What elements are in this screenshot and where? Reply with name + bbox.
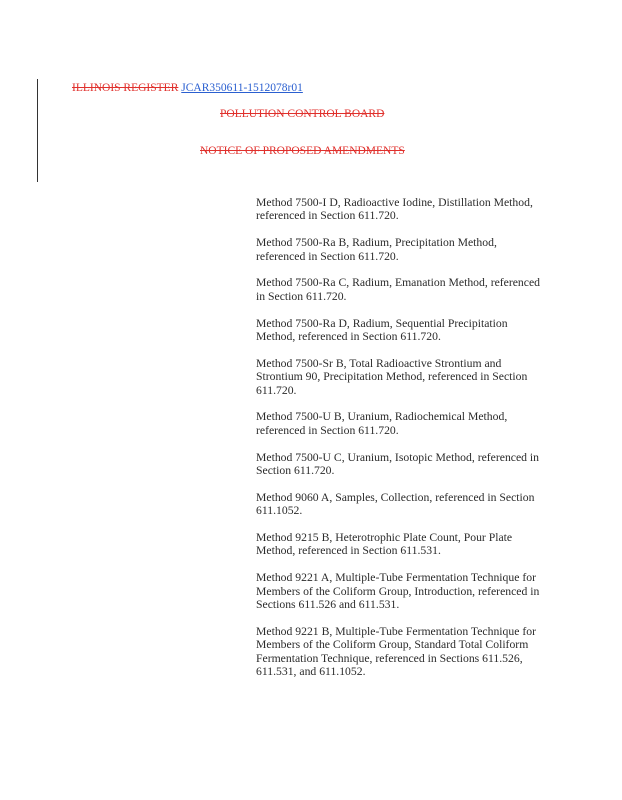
register-heading [72, 81, 303, 95]
register-title-deleted: ILLINOIS REGISTER [72, 82, 179, 94]
notice-heading: NOTICE OF PROPOSED AMENDMENTS [200, 145, 405, 157]
method-item: Method 7500-I D, Radioactive Iodine, Distillation Method, referenced in Section 611.720. [256, 196, 533, 223]
revision-change-bar [37, 79, 38, 182]
method-item: Method 9221 B, Multiple-Tube Fermentation Technique for Members of the Coliform Group, Standard Total Coliform Fermentation Technique, referenced in Sections 611.526, 611.531, and 611.1052. [256, 624, 536, 679]
register-id-inserted[interactable]: JCAR350611-1512078r01 [181, 82, 303, 94]
method-item: Method 7500-U C, Uranium, Isotopic Method, referenced in Section 611.720. [256, 450, 540, 478]
method-item: Method 9060 A, Samples, Collection, referenced in Section 611.1052. [256, 490, 535, 518]
method-item: Method 7500-Ra D, Radium, Sequential Precipitation Method, referenced in Section 611.720. [256, 316, 508, 344]
method-item: Method 7500-Ra B, Radium, Precipitation Method, referenced in Section 611.720. [256, 236, 497, 263]
method-item: Method 7500-Sr B, Total Radioactive Strontium and Strontium 90, Precipitation Method, referenced in Section 611.720. [256, 356, 528, 397]
method-item: Method 7500-U B, Uranium, Radiochemical Method, referenced in Section 611.720. [256, 410, 508, 437]
board-heading: POLLUTION CONTROL BOARD [220, 108, 385, 120]
method-item: Method 9215 B, Heterotrophic Plate Count, Pour Plate Method, referenced in Section 611.531. [256, 531, 513, 558]
method-item: Method 7500-Ra C, Radium, Emanation Method, referenced in Section 611.720. [256, 276, 540, 303]
method-list [256, 196, 546, 692]
method-item: Method 9221 A, Multiple-Tube Fermentation Technique for Members of the Coliform Group, Introduction, referenced in Sections 611.526 and 611.531. [256, 571, 540, 612]
